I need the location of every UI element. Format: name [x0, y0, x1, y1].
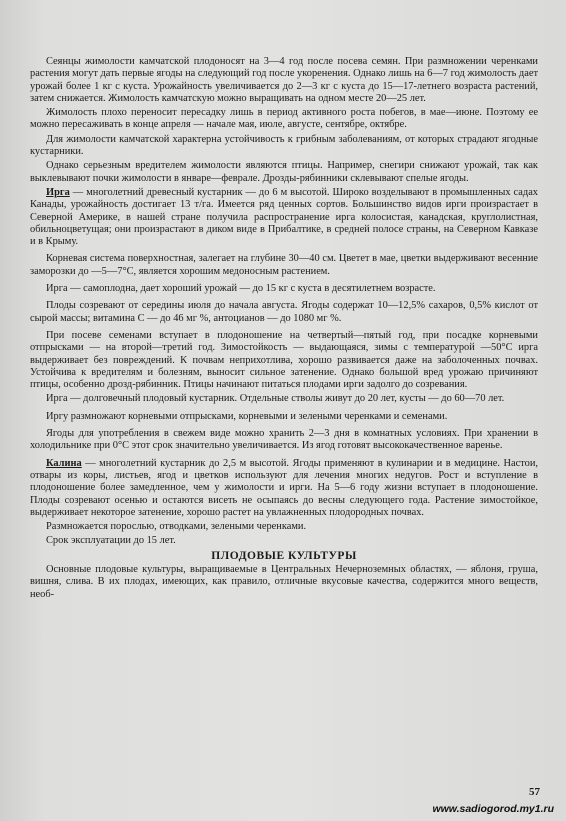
paragraph: Иргу размножают корневыми отпрысками, корневыми и зелеными черенками и семенами. [46, 410, 448, 422]
paragraph: При посеве семенами вступает в плодоношение на четвертый—пятый год, при посадке корневыми отпрысками — на второй—третий год. Зимостойкость — выдающаяся, зимы с температурой —50°С ирга выдерживает без повреждений. К почвам неприхотлива, хорошо развивается даже на заболоченных почвах. Устойчива к вредителям и болезням, выносит сильное затенение. Однако большой вред урожаю причиняют птицы, особенно дрозд-рябинник. Птицы начинают питаться плодами ирги задолго до созревания. [30, 329, 538, 391]
paragraph: Основные плодовые культуры, выращиваемые в Центральных Нечерноземных областях, — яблоня, груша, вишня, слива. В их плодах, имеющих, как правило, отличные вкусовые качества, содержится много веществ, необ- [30, 563, 538, 600]
term-kalina: Калина [46, 457, 82, 469]
paragraph-irga [30, 187, 538, 248]
paragraph: Однако серьезным вредителем жимолости являются птицы. Например, снегири снижают урожай, так как выклевывают почки жимолости в январе—феврале. Дрозды-рябинники склевывают спелые ягоды. [30, 160, 538, 184]
section-heading: ПЛОДОВЫЕ КУЛЬТУРЫ [211, 549, 357, 562]
term-irga: Ирга [46, 186, 70, 198]
paragraph-kalina [30, 458, 538, 519]
paragraph-text: — многолетний кустарник до 2,5 м высотой. Ягоды применяют в кулинарии и в медицине. Настои, отвары из коры, листьев, ягод и цветков используют для лечения многих недугов. Рост и вступление в плодоношение более замедленное, чем у жимолости и ирги. На 5—6 году жизни вступает в плодоношение. Плоды созревают осенью и остаются висеть не осыпаясь до весны следующего года. Растение зимостойкое, выдерживает некоторое затенение, хорошо растет на увлажненных плодородных почвах. [30, 457, 538, 518]
paragraph: Ирга — самоплодна, дает хороший урожай — до 15 кг с куста в десятилетнем возрасте. [46, 283, 436, 295]
paragraph: Жимолость плохо переносит пересадку лишь в период активного роста побегов, в мае—июне. Поэтому ее можно пересаживать в конце апреля — начале мая, июле, августе, сентябре, октябре. [30, 107, 538, 131]
paragraph: Плоды созревают от середины июля до начала августа. Ягоды содержат 10—12,5% сахаров, 0,5% кислот от сырой массы; витамина С — до 46 мг %, антоцианов — до 1080 мг %. [30, 300, 538, 324]
paragraph: Для жимолости камчатской характерна устойчивость к грибным заболеваниям, от которых страдают ягодные кустарники. [30, 133, 538, 158]
paragraph: Размножается порослью, отводками, зелеными черенками. [46, 521, 307, 533]
page-number: 57 [529, 786, 540, 798]
paragraph: Корневая система поверхностная, залегает на глубине 30—40 см. Цветет в мае, цветки выдерживают весенние заморозки до —5—7°С, является хорошим медоносным растением. [30, 253, 538, 277]
paragraph: Сеянцы жимолости камчатской плодоносят на 3—4 год после посева семян. При размножении черенками растения могут дать первые ягоды на следующий год после укоренения. Однако лишь на 6—7 год жимолость дает урожай более 1 кг с куста. Урожайность увеличивается до 2—3 кг с куста до 15—17-летнего возраста растений, затем снижается. Жимолость камчатскую можно выращивать на одном месте 20—25 лет. [30, 56, 538, 104]
paragraph: Ирга — долговечный плодовый кустарник. Отдельные стволы живут до 20 лет, кусты — до 60—70 лет. [46, 393, 505, 405]
page-body [30, 56, 538, 603]
footer-link[interactable]: www.sadiogorod.my1.ru [432, 803, 554, 815]
paragraph-text: — многолетний древесный кустарник — до 6 м высотой. Широко возделывают в промышленных садах Канады, урожайность достигает 13 т/га. Имеется ряд ценных сортов. Большинство видов ирги произрастает в Северной Америке, в нашей стране получила распространение ирга колосистая, канадская, круглолистная, обильноцветущая; они произрастают в диком виде в Прибалтике, в средней полосе страны, на Северном Кавказе и в Крыму. [30, 186, 538, 248]
paragraph: Срок эксплуатации до 15 лет. [46, 535, 176, 547]
paragraph: Ягоды для употребления в свежем виде можно хранить 2—3 дня в комнатных условиях. При хранении в холодильнике при 0°С этот срок значительно увеличивается. Из ягод готовят высококачественное варенье. [30, 428, 538, 452]
